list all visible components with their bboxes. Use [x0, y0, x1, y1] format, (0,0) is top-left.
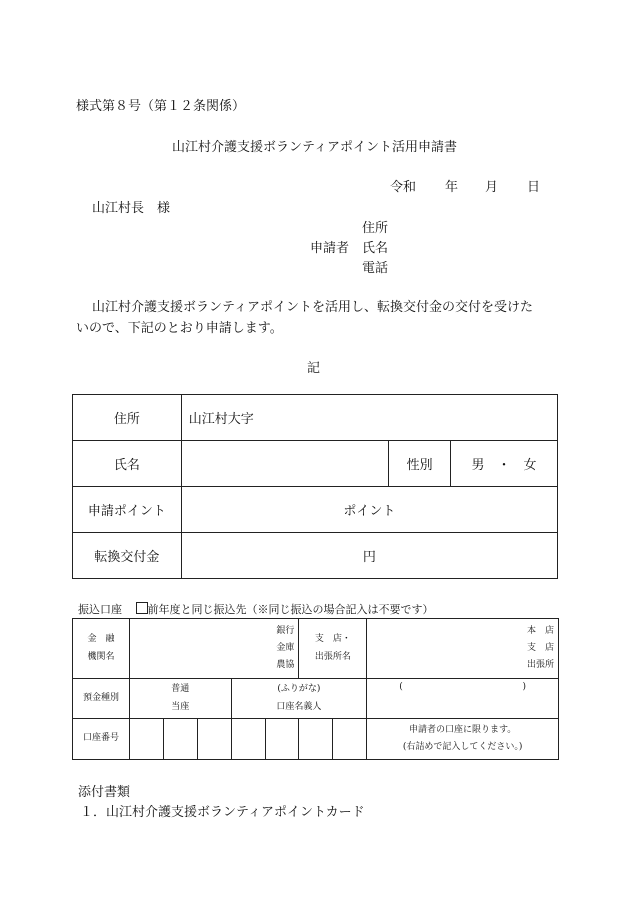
account-digit-7[interactable] [333, 719, 367, 760]
bank-account-table [72, 618, 559, 760]
amount-field[interactable]: 円 [181, 533, 557, 579]
branch-type-branch: 支 店 [526, 642, 554, 653]
name-row [73, 441, 558, 487]
amount-label: 転換交付金 [73, 533, 182, 579]
ki-mark: 記 [307, 361, 321, 376]
body-text-line1: 山江村介護支援ボランティアポイントを活用し、転換交付金の交付を受けた [92, 300, 533, 315]
attachments-heading: 添付書類 [78, 785, 131, 800]
account-note-cell [367, 719, 559, 760]
furigana-label: (ふりがな) [277, 684, 321, 695]
deposit-ordinary: 普通 [171, 684, 190, 695]
address-field[interactable]: 山江村大字 [181, 395, 557, 441]
amount-row [73, 533, 558, 579]
paren-close: ) [522, 682, 526, 692]
deposit-type-field[interactable] [129, 679, 231, 719]
bank-label-cell [73, 619, 130, 679]
account-digit-4[interactable] [231, 719, 265, 760]
bank-label-line2: 機関名 [87, 651, 115, 662]
applicant-label: 申請者 [310, 241, 350, 256]
branch-label-line2: 出張所名 [314, 651, 351, 662]
points-row [73, 487, 558, 533]
account-digit-3[interactable] [197, 719, 231, 760]
date-year: 年 [445, 180, 459, 195]
applicant-address-label: 住所 [362, 221, 389, 236]
deposit-label: 預金種別 [73, 679, 130, 719]
account-digit-6[interactable] [299, 719, 333, 760]
date-day: 日 [527, 180, 541, 195]
application-table [72, 394, 558, 579]
branch-type-office: 出張所 [526, 660, 554, 671]
transfer-heading-label: 振込口座 [78, 603, 122, 616]
holder-label-cell [231, 679, 367, 719]
bank-name-field[interactable] [129, 619, 299, 679]
account-number-label: 口座番号 [73, 719, 130, 760]
account-note-1: 申請者の口座に限ります。 [408, 724, 517, 735]
points-label: 申請ポイント [73, 487, 182, 533]
date-era: 令和 [390, 180, 417, 195]
attachment-item-1: １．山江村介護支援ボランティアポイントカード [80, 805, 365, 820]
same-as-last-year-text: 前年度と同じ振込先（※同じ振込の場合記入は不要です） [147, 603, 434, 616]
deposit-current: 当座 [171, 701, 190, 712]
applicant-phone-label: 電話 [362, 261, 389, 276]
paren-open: ( [399, 682, 403, 692]
address-label: 住所 [73, 395, 182, 441]
points-field[interactable]: ポイント [181, 487, 557, 533]
applicant-name-label: 氏名 [362, 241, 389, 256]
transfer-heading [78, 601, 434, 617]
branch-type-main: 本 店 [526, 625, 554, 636]
branch-label-cell [299, 619, 367, 679]
name-label: 氏名 [73, 441, 182, 487]
same-as-last-year-checkbox[interactable] [136, 602, 148, 614]
account-digit-1[interactable] [129, 719, 163, 760]
deposit-row [73, 679, 559, 719]
body-text-line2: いので、下記のとおり申請します。 [76, 321, 283, 336]
account-digit-5[interactable] [265, 719, 299, 760]
addressee: 山江村長 様 [92, 201, 171, 216]
account-note-2: (右詰めで記入してください。) [402, 742, 523, 752]
holder-name-field[interactable] [367, 679, 559, 719]
date-month: 月 [485, 180, 499, 195]
address-row [73, 395, 558, 441]
gender-label: 性別 [389, 441, 451, 487]
form-number: 様式第８号（第１２条関係） [76, 99, 246, 114]
name-field[interactable] [181, 441, 388, 487]
bank-row [73, 619, 559, 679]
bank-type-bank: 銀行 [276, 625, 295, 636]
bank-type-shinkin: 金庫 [276, 642, 295, 653]
bank-type-nokyo: 農協 [276, 660, 295, 671]
page-title: 山江村介護支援ボランティアポイント活用申請書 [172, 140, 457, 155]
branch-label-line1: 支 店・ [314, 634, 351, 645]
gender-field[interactable]: 男 ・ 女 [451, 441, 558, 487]
furigana-brackets [367, 679, 558, 696]
account-number-row [73, 719, 559, 760]
bank-label-line1: 金 融 [87, 634, 115, 645]
account-digit-2[interactable] [163, 719, 197, 760]
holder-label: 口座名義人 [276, 701, 322, 712]
branch-name-field[interactable] [367, 619, 559, 679]
